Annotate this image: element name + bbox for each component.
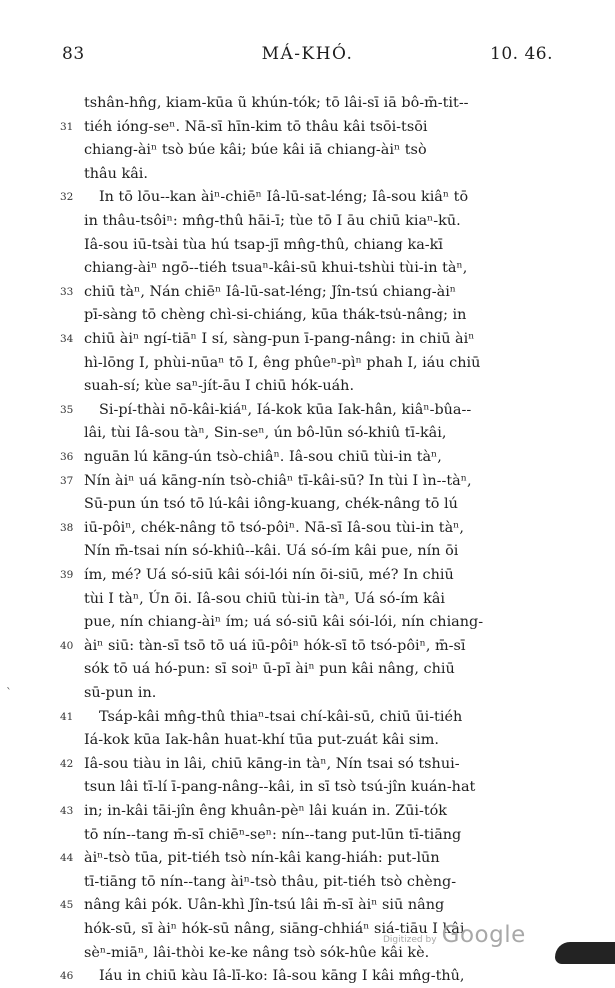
- text-line: nguān lú kāng-ún tsò-chiâⁿ. Iâ-sou chiū tùi-in tàⁿ,: [84, 449, 442, 465]
- text-line: hì-lōng I, phùi-nūaⁿ tō I, êng phûeⁿ-pìⁿ phah I, iáu chiū: [84, 355, 481, 371]
- text-line: pī-sàng tō chèng chì-si-chiáng, kūa thák-tsu̍-nâng; in: [84, 307, 467, 323]
- text-line: Sū-pun ún tsó tō lú-kâi iông-kuang, chék-nâng tō lú: [84, 496, 458, 512]
- text-line: hók-sū, sī àiⁿ hók-sū nâng, siāng-chhiáⁿ siá-tiāu I kâi: [84, 921, 465, 937]
- text-line: Iáu in chiū kàu Iâ-lī-ko: Iâ-sou kāng I kâi mn̂g-thû,: [99, 968, 465, 984]
- verse-number: 31: [60, 121, 74, 133]
- google-logo: Google: [441, 922, 526, 948]
- text-line: sèⁿ-miāⁿ, lâi-thòi ke-ke nâng tsò sók-hûe kâi kè.: [84, 945, 430, 961]
- text-line: chiang-àiⁿ tsò búe kâi; búe kâi iā chiang-àiⁿ tsò: [84, 142, 427, 158]
- verse-number: 44: [60, 852, 74, 864]
- text-line: tùi I tàⁿ, Ún ōi. Iâ-sou chiū tùi-in tàⁿ, Uá só-ím kâi: [84, 591, 446, 607]
- chapter-verse-ref: 10. 46.: [490, 44, 553, 64]
- text-line: suah-sí; kùe saⁿ-jít-āu I chiū hók-uáh.: [84, 378, 355, 394]
- margin-stray-mark: `: [6, 686, 12, 700]
- verse-number: 40: [60, 640, 74, 652]
- text-line: Iâ-sou tiàu in lâi, chiū kāng-in tàⁿ, Nín tsai só tshui-: [84, 756, 460, 772]
- verse-number: 37: [60, 475, 74, 487]
- verse-number: 36: [60, 451, 74, 463]
- text-line: iū-pôiⁿ, chék-nâng tō tsó-pôiⁿ. Nā-sī Iâ-sou tùi-in tàⁿ,: [84, 520, 464, 536]
- text-line: sū-pun in.: [84, 685, 157, 701]
- text-line: pue, nín chiang-àiⁿ ím; uá só-siū kâi sói-lói, nín chiang-: [84, 614, 484, 630]
- book-title: MÁ-KHÓ.: [261, 44, 354, 64]
- text-line: Nín àiⁿ uá kāng-nín tsò-chiâⁿ tī-kâi-sū? In tùi I ìn--tàⁿ,: [84, 473, 472, 489]
- text-line: tī-tiāng tō nín--tang àiⁿ-tsò thâu, pit-tiéh tsò chèng-: [84, 874, 457, 890]
- text-line: Iá-kok kūa Iak-hân huat-khí tūa put-zuát kâi sim.: [84, 732, 439, 748]
- text-line: lâi, tùi Iâ-sou tàⁿ, Sin-seⁿ, ún bô-lūn só-khiû tī-kâi,: [84, 425, 447, 441]
- text-line: tshân-hn̂g, kiam-kūa ũ khún-tók; tō lâi-sī iā bô-m̄-tit--: [84, 95, 469, 111]
- text-line: in; in-kâi tāi-jîn êng khuân-pèⁿ lâi kuán in. Zūi-tók: [84, 803, 447, 819]
- text-line: nâng kâi pók. Uân-khì Jîn-tsú lâi m̄-sī àiⁿ siū nâng: [84, 897, 445, 913]
- text-line: tō nín--tang m̄-sī chiēⁿ-seⁿ: nín--tang put-lūn tī-tiāng: [84, 827, 462, 843]
- verse-number: 38: [60, 522, 74, 534]
- verse-number: 33: [60, 286, 74, 298]
- verse-number: 43: [60, 805, 74, 817]
- verse-number: 35: [60, 404, 74, 416]
- text-line: chiang-àiⁿ ngō--tiéh tsuaⁿ-kâi-sū khui-tshùi tùi-in tàⁿ,: [84, 260, 468, 276]
- text-line: Tsáp-kâi mn̂g-thû thiaⁿ-tsai chí-kâi-sū, chiū ūi-tiéh: [99, 709, 463, 725]
- text-line: Iâ-sou iū-tsài tùa hú tsap-jī mn̂g-thû, chiang ka-kī: [84, 237, 443, 253]
- page-number: 83: [62, 44, 85, 64]
- text-line: In tō lōu--kan àiⁿ-chiēⁿ Iâ-lū-sat-léng; Iâ-sou kiâⁿ tō: [99, 189, 469, 205]
- text-line: tsun lâi tī-lí ī-pang-nâng--kâi, in sī tsò tsú-jîn kuán-hat: [84, 779, 476, 795]
- text-line: chiū tàⁿ, Nán chiēⁿ Iâ-lū-sat-léng; Jîn-tsú chiang-àiⁿ: [84, 284, 457, 300]
- text-line: Nín m̄-tsai nín só-khiû--kâi. Uá só-ím kâi pue, nín ōi: [84, 543, 459, 559]
- running-header: [62, 44, 553, 68]
- digitized-by-label: Digitized by: [383, 935, 437, 945]
- text-line: àiⁿ siū: tàn-sī tsō tō uá iū-pôiⁿ hók-sī tō tsó-pôiⁿ, m̄-sī: [84, 638, 466, 654]
- text-line: ím, mé? Uá só-siū kâi sói-lói nín ōi-siū, mé? In chiū: [84, 567, 454, 583]
- verse-number: 46: [60, 970, 74, 982]
- digitized-by-watermark: [383, 922, 526, 948]
- page-corner-shadow: [555, 942, 615, 964]
- text-line: tiéh ióng-seⁿ. Nā-sī hīn-kim tō thâu kâi tsōi-tsōi: [84, 119, 428, 135]
- text-line: thâu kâi.: [84, 166, 148, 182]
- verse-number: 34: [60, 333, 74, 345]
- verse-number: 42: [60, 758, 74, 770]
- text-line: àiⁿ-tsò tūa, pit-tiéh tsò nín-kâi kang-hiáh: put-lūn: [84, 850, 440, 866]
- verse-number: 41: [60, 711, 74, 723]
- verse-number: 45: [60, 899, 74, 911]
- text-line: Si-pí-thài nō-kâi-kiáⁿ, Iá-kok kūa Iak-hân, kiâⁿ-bûa--: [99, 402, 472, 418]
- text-line: chiū àiⁿ ngí-tiāⁿ I sí, sàng-pun ī-pang-nâng: in chiū àiⁿ: [84, 331, 475, 347]
- text-line: sók tō uá hó-pun: sī soiⁿ ū-pī àiⁿ pun kâi nâng, chiū: [84, 661, 455, 677]
- verse-number: 32: [60, 191, 74, 203]
- text-line: in thâu-tsôiⁿ: mn̂g-thû hāi-ī; tùe tō I āu chiū kiaⁿ-kū.: [84, 213, 461, 229]
- verse-number: 39: [60, 569, 74, 581]
